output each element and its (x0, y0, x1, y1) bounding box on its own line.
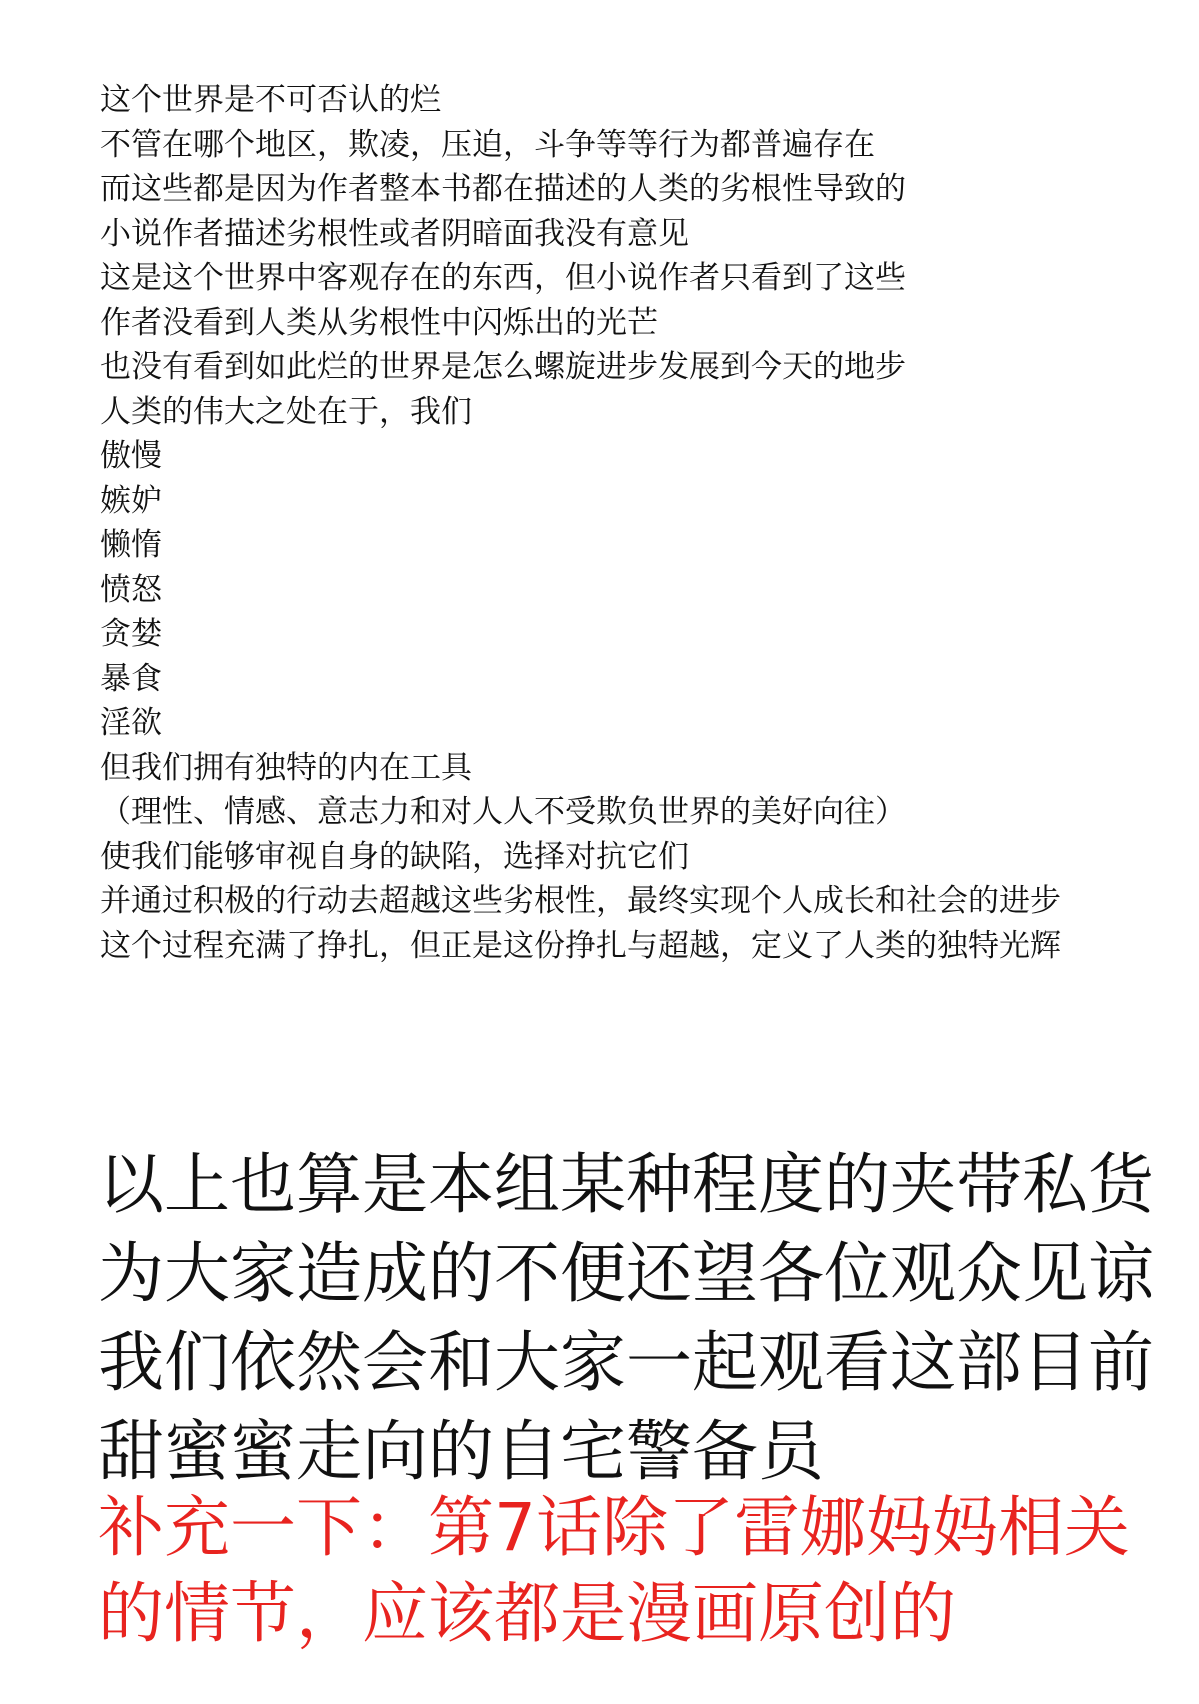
notice-line: 以上也算是本组某种程度的夹带私货 (98, 1146, 1154, 1223)
sin-item: 傲慢 (100, 438, 162, 474)
body-line: 也没有看到如此烂的世界是怎么螺旋进步发展到今天的地步 (100, 349, 906, 385)
body-line: 作者没看到人类从劣根性中闪烁出的光芒 (100, 304, 658, 341)
body-line: 但我们拥有独特的内在工具 (100, 749, 472, 786)
notice-line: 甜蜜蜜走向的自宅警备员 (98, 1413, 824, 1490)
body-line: 不管在哪个地区，欺凌，压迫，斗争等等行为都普遍存在 (100, 126, 875, 163)
body-line: （理性、情感、意志力和对人人不受欺负世界的美好向往） (100, 794, 906, 830)
body-line: 这是这个世界中客观存在的东西，但小说作者只看到了这些 (100, 260, 906, 296)
sin-item: 嫉妒 (100, 482, 162, 519)
sin-item: 贪婪 (100, 616, 162, 652)
body-line: 使我们能够审视自身的缺陷，选择对抗它们 (100, 838, 689, 875)
body-line: 这个过程充满了挣扎，但正是这份挣扎与超越，定义了人类的独特光辉 (100, 927, 1061, 964)
sin-item: 淫欲 (100, 705, 162, 741)
sin-item: 暴食 (100, 660, 162, 697)
supplement-line: 补充一下：第7话除了雷娜妈妈相关 (98, 1489, 1130, 1566)
body-line: 并通过积极的行动去超越这些劣根性，最终实现个人成长和社会的进步 (100, 883, 1061, 919)
sin-item: 愤怒 (100, 571, 162, 608)
notice-text (98, 1140, 1158, 1496)
notice-line: 我们依然会和大家一起观看这部目前 (98, 1324, 1154, 1401)
body-line: 而这些都是因为作者整本书都在描述的人类的劣根性导致的 (100, 171, 906, 207)
supplement-note (98, 1485, 1158, 1657)
body-line: 人类的伟大之处在于，我们 (100, 393, 472, 430)
body-line: 小说作者描述劣根性或者阴暗面我没有意见 (100, 215, 689, 252)
body-line: 这个世界是不可否认的烂 (100, 82, 441, 118)
supplement-line: 的情节，应该都是漫画原创的 (98, 1575, 956, 1652)
body-text (100, 78, 1140, 968)
sin-item: 懒惰 (100, 527, 162, 563)
notice-line: 为大家造成的不便还望各位观众见谅 (98, 1235, 1154, 1312)
